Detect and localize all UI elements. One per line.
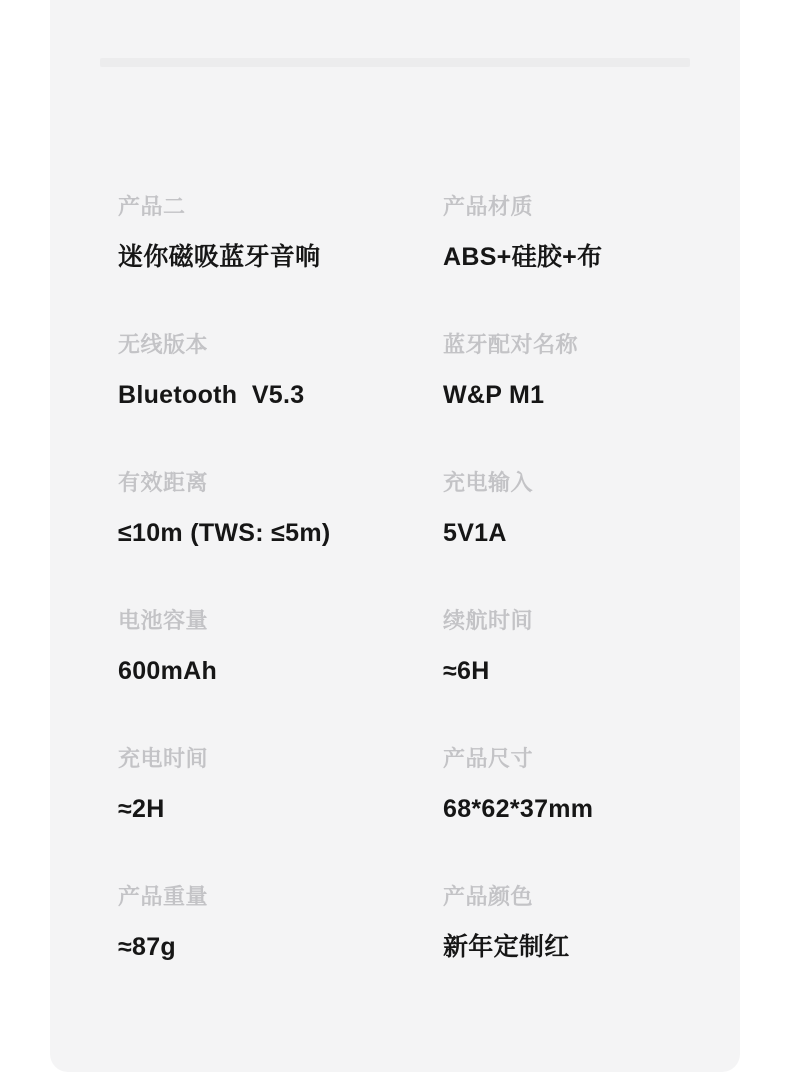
spec-item-product-name [118,193,443,274]
spec-label: 蓝牙配对名称 [443,332,579,357]
spec-value: ≈87g [118,933,176,961]
spec-label: 无线版本 [118,332,209,357]
spec-item-product-color [443,883,602,964]
spec-label: 有效距离 [118,470,209,495]
spec-item-product-weight [118,883,443,964]
spec-item-wireless-version [118,331,443,412]
spec-item-material [443,193,602,274]
spec-item-battery-life [443,607,602,688]
spec-value: 新年定制红 [443,933,570,961]
top-divider [100,58,690,67]
spec-label: 充电时间 [118,746,209,771]
spec-label: 产品材质 [443,194,534,219]
spec-value: 68*62*37mm [443,795,594,823]
spec-item-bluetooth-pairing-name [443,331,602,412]
spec-item-charging-time [118,745,443,826]
spec-label: 产品重量 [118,884,209,909]
spec-label: 电池容量 [118,608,209,633]
spec-value: W&P M1 [443,381,545,409]
spec-item-effective-range [118,469,443,550]
spec-value: ≤10m (TWS: ≤5m) [118,519,331,547]
spec-label: 产品颜色 [443,884,534,909]
spec-label: 续航时间 [443,608,534,633]
spec-value: ≈6H [443,657,490,685]
spec-grid [118,193,602,964]
spec-item-battery-capacity [118,607,443,688]
spec-value: 迷你磁吸蓝牙音响 [118,243,321,271]
spec-label: 充电输入 [443,470,534,495]
spec-item-product-size [443,745,602,826]
spec-value: 5V1A [443,519,507,547]
spec-item-charging-input [443,469,602,550]
spec-card [50,0,740,1072]
spec-value: ≈2H [118,795,165,823]
spec-value: ABS+硅胶+布 [443,243,603,271]
spec-label: 产品二 [118,194,186,219]
spec-value: Bluetooth V5.3 [118,381,305,409]
spec-label: 产品尺寸 [443,746,534,771]
spec-value: 600mAh [118,657,218,685]
